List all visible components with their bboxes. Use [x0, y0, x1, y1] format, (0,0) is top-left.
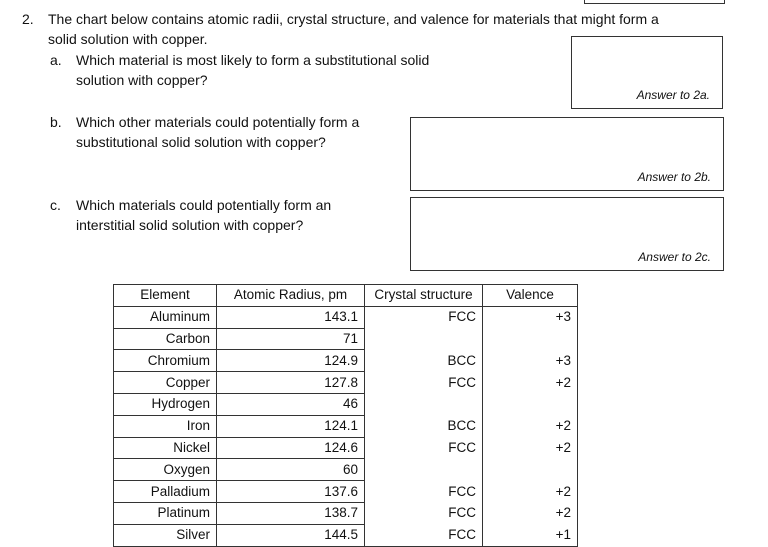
cell-valence: +2 [483, 437, 578, 459]
table-row [114, 437, 578, 459]
table-body [114, 306, 578, 546]
cell-crystal-structure: FCC [365, 524, 483, 546]
cell-crystal-structure: FCC [365, 481, 483, 503]
answer-2c-label: Answer to 2c. [638, 250, 711, 264]
cell-valence [483, 459, 578, 481]
answer-2a-label: Answer to 2a. [636, 88, 710, 102]
question-text-line2: solid solution with copper. [48, 31, 208, 47]
part-c-line1: Which materials could potentially form an [76, 197, 332, 213]
cell-crystal-structure: FCC [365, 372, 483, 394]
cell-atomic-radius: 144.5 [217, 524, 365, 546]
element-properties-table [113, 284, 578, 547]
answer-2a-box[interactable] [571, 36, 723, 109]
cell-atomic-radius: 60 [217, 459, 365, 481]
cell-crystal-structure [365, 459, 483, 481]
cell-atomic-radius: 46 [217, 393, 365, 415]
cell-atomic-radius: 71 [217, 328, 365, 350]
cell-crystal-structure [365, 393, 483, 415]
cell-element: Chromium [114, 350, 217, 372]
cell-valence: +2 [483, 502, 578, 524]
cell-valence [483, 393, 578, 415]
cell-crystal-structure: FCC [365, 502, 483, 524]
table-row [114, 502, 578, 524]
table-row [114, 481, 578, 503]
cell-atomic-radius: 137.6 [217, 481, 365, 503]
cell-element: Palladium [114, 481, 217, 503]
part-b-line2: substitutional solid solution with copper? [76, 134, 326, 150]
cell-valence [483, 328, 578, 350]
header-atomic-radius: Atomic Radius, pm [217, 285, 365, 307]
table-row [114, 350, 578, 372]
table-row [114, 306, 578, 328]
cell-crystal-structure [365, 328, 483, 350]
cell-atomic-radius: 124.9 [217, 350, 365, 372]
cell-valence: +3 [483, 306, 578, 328]
answer-2c-box[interactable] [410, 197, 724, 271]
cell-element: Copper [114, 372, 217, 394]
table-row [114, 415, 578, 437]
cell-element: Oxygen [114, 459, 217, 481]
part-c-letter: c. [50, 197, 61, 213]
cell-valence: +3 [483, 350, 578, 372]
header-crystal-structure: Crystal structure [365, 285, 483, 307]
cell-element: Hydrogen [114, 393, 217, 415]
cell-crystal-structure: FCC [365, 306, 483, 328]
cell-valence: +2 [483, 372, 578, 394]
table-row [114, 393, 578, 415]
table-header-row [114, 285, 578, 307]
cell-element: Nickel [114, 437, 217, 459]
table-row [114, 459, 578, 481]
top-answer-box-edge [584, 0, 725, 4]
header-valence: Valence [483, 285, 578, 307]
cell-element: Silver [114, 524, 217, 546]
cell-atomic-radius: 124.6 [217, 437, 365, 459]
cell-atomic-radius: 138.7 [217, 502, 365, 524]
question-text-line1: The chart below contains atomic radii, crystal structure, and valence for materials that might form a [48, 11, 659, 27]
part-b-letter: b. [50, 114, 62, 130]
answer-2b-box[interactable] [410, 117, 724, 191]
cell-crystal-structure: BCC [365, 350, 483, 372]
question-number: 2. [22, 11, 34, 27]
cell-element: Platinum [114, 502, 217, 524]
cell-atomic-radius: 127.8 [217, 372, 365, 394]
cell-element: Aluminum [114, 306, 217, 328]
cell-atomic-radius: 124.1 [217, 415, 365, 437]
cell-crystal-structure: BCC [365, 415, 483, 437]
part-b-line1: Which other materials could potentially form a [76, 114, 360, 130]
cell-valence: +2 [483, 415, 578, 437]
part-c-line2: interstitial solid solution with copper? [76, 217, 304, 233]
part-a-letter: a. [50, 52, 62, 68]
table-row [114, 524, 578, 546]
cell-crystal-structure: FCC [365, 437, 483, 459]
table-row [114, 372, 578, 394]
table-row [114, 328, 578, 350]
cell-valence: +2 [483, 481, 578, 503]
cell-element: Iron [114, 415, 217, 437]
cell-atomic-radius: 143.1 [217, 306, 365, 328]
cell-valence: +1 [483, 524, 578, 546]
answer-2b-label: Answer to 2b. [637, 170, 711, 184]
part-a-line2: solution with copper? [76, 72, 208, 88]
cell-element: Carbon [114, 328, 217, 350]
part-a-line1: Which material is most likely to form a substitutional solid [76, 52, 430, 68]
header-element: Element [114, 285, 217, 307]
